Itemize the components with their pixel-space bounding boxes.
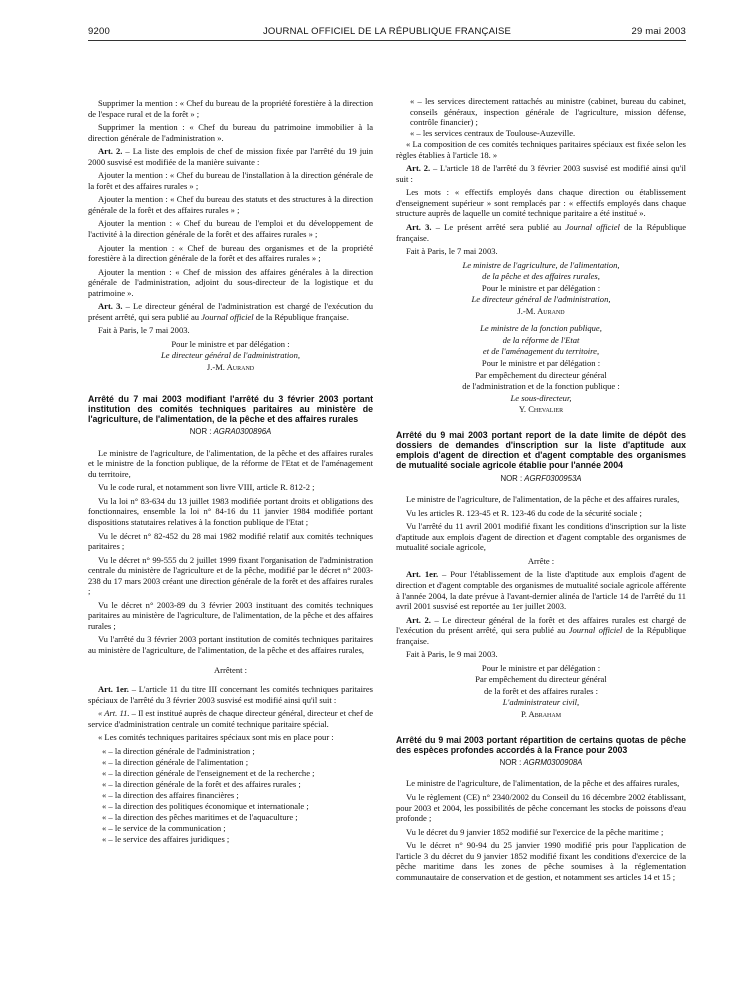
left-column (88, 98, 373, 845)
article-text: – Pour l'établissement de la liste d'aptitude aux emplois d'agent de direction et d'agent comptable des organismes de mutualité sociale agricole afférente à l'année 2004, la date prévue à l'avant-dernier alinéa de l'article 14 de l'arrêté du 11 avril 2001 susvisé est reportée au 1er juillet 2003. (396, 569, 686, 612)
article-2 (396, 615, 686, 647)
decree-title: Arrêté du 7 mai 2003 modifiant l'arrêté du 3 février 2003 portant institution des comités techniques paritaires au ministère de l'agriculture, de l'alimentation, de la pêche et des affaires rurales (88, 393, 373, 424)
signature-line: Par empêchement du directeur général (475, 674, 607, 685)
list-item: « – la direction générale de la forêt et des affaires rurales ; (102, 779, 301, 789)
paragraph: Vu l'arrêté du 11 avril 2001 modifié fixant les conditions d'inscription sur la liste d'aptitude aux emplois d'agent de direction et d'agent comptable des organismes de mutualité sociale agricole, (396, 521, 686, 553)
article-label: Art. 1er. (98, 684, 129, 695)
decree-title: Arrêté du 9 mai 2003 portant répartition de certains quotas de pêche des espèces profondes accordés à la France pour 2003 (396, 734, 686, 755)
list-item: « – la direction des pêches maritimes et de l'aquaculture ; (102, 812, 298, 823)
signature-line: Le sous-directeur, (510, 392, 572, 403)
paragraph: Vu le décret n° 2003-89 du 3 février 2003 instituant des comités techniques paritaires au ministère de l'agriculture, de l'alimentation, de la pêche et des affaires rurales ; (88, 599, 373, 631)
paragraph: Vu les articles R. 123-45 et R. 123-46 du code de la sécurité sociale ; (406, 507, 642, 518)
enacting-formula: Arrête : (527, 555, 555, 566)
article-1 (88, 684, 373, 705)
signatory-name: J.-M. Aurand (517, 305, 565, 316)
paragraph: Ajouter la mention : « Chef du bureau des statuts et des structures à la direction générale de la forêt et des affaires rurales » ; (88, 194, 373, 215)
paragraph: Vu la loi n° 83-634 du 13 juillet 1983 modifiée portant droits et obligations des fonctionnaires, ensemble la loi n° 84-16 du 11 janvier 1984 modifiée portant dispositions statutaires relatives à la fonction publique de l'Etat ; (88, 495, 373, 528)
paragraph: Supprimer la mention : « Chef du bureau du patrimoine immobilier à la direction générale de l'administration ». (88, 122, 373, 143)
list-item: « – les services directement rattachés au ministre (cabinet, bureau du cabinet, conseils généraux, inspection générale de l'agriculture, mission défense, contrôle financier) ; (410, 96, 686, 128)
page-header (88, 26, 686, 40)
article-text: – L'article 11 du titre III concernant les comités techniques paritaires spéciaux de l'arrêté du 3 février 2003 susvisé est modifié ainsi qu'il suit : (88, 684, 373, 705)
signature-line: Pour le ministre et par délégation : (481, 662, 601, 673)
list-item: « – la direction générale de l'alimentation ; (102, 756, 249, 767)
article-text: – La liste des emplois de chef de mission fixée par l'arrêté du 19 juin 2000 susvisé est modifiée de la manière suivante : (88, 146, 373, 167)
signature-line: Pour le ministre et par délégation : (481, 358, 601, 369)
page-number: 9200 (88, 26, 110, 37)
article-label: Art. 3. (98, 301, 123, 312)
nor-code: AGRF0300953A (524, 473, 582, 483)
article-label: Art. 2. (98, 146, 123, 157)
paragraph: Le ministre de l'agriculture, de l'alimentation, de la pêche et des affaires rurales, (406, 494, 680, 505)
nor-label: NOR : (189, 427, 214, 437)
article-text: de la République française. (396, 625, 686, 646)
signature-line: de la réforme de l'Etat (502, 334, 580, 345)
list-item: « – le service de la communication ; (102, 823, 226, 834)
paragraph: « Les comités techniques paritaires spéciaux sont mis en place pour : (98, 732, 334, 743)
journal-reference: Journal officiel (568, 625, 623, 636)
journal-reference: Journal officiel (565, 222, 620, 233)
journal-reference: Journal officiel (201, 311, 254, 322)
signature-line: de la forêt et des affaires rurales : (484, 685, 598, 696)
paragraph: Ajouter la mention : « Chef du bureau de l'installation à la direction générale de la forêt et des affaires rurales » ; (88, 170, 373, 191)
list-item: « – la direction générale de l'administration ; (102, 745, 255, 756)
article-text: – L'article 18 de l'arrêté du 3 février 2003 susvisé est modifié ainsi qu'il suit : (396, 163, 686, 184)
article-3 (88, 301, 373, 322)
signature-line: Le ministre de la fonction publique, (480, 323, 602, 334)
signature-line: Le directeur général de l'administration, (161, 350, 300, 361)
nor-code: AGRM0300908A (523, 757, 583, 767)
paragraph: Vu le décret n° 82-452 du 28 mai 1982 modifié relatif aux comités techniques paritaires ; (88, 530, 373, 552)
signature-line: Le directeur général de l'administration, (471, 294, 611, 305)
paragraph: Le ministre de l'agriculture, de l'alimentation, de la pêche et des affaires rurales et le ministre de la fonction publique, de la réforme de l'Etat et de l'aménagement du territoire, (88, 447, 373, 479)
paragraph: Vu l'arrêté du 3 février 2003 portant institution de comités techniques paritaires au ministère de l'agriculture, de l'alimentation, de la pêche et des affaires rurales, (88, 634, 373, 656)
article-text: – Le directeur général de l'administration est chargé de l'exécution du présent arrêté, qui sera publié au (88, 301, 374, 322)
paragraph: Supprimer la mention : « Chef du bureau de la propriété forestière à la direction de l'espace rural et de la forêt » ; (88, 98, 373, 119)
nor-reference (396, 758, 686, 769)
article-label: « Art. 11. (98, 708, 130, 719)
signature-line: de la pêche et des affaires rurales, (482, 271, 600, 282)
signature-line: Par empêchement du directeur général (475, 369, 607, 380)
right-column (396, 96, 686, 885)
signature-line: et de l'aménagement du territoire, (482, 346, 600, 357)
paragraph: Vu le décret du 9 janvier 1852 modifié sur l'exercice de la pêche maritime ; (406, 826, 664, 837)
signature-line: Le ministre de l'agriculture, de l'alimentation, (462, 259, 620, 270)
paragraph: Vu le décret n° 90-94 du 25 janvier 1990 modifié pris pour l'application de l'article 3 du décret du 9 janvier 1852 modifié fixant les conditions d'exercice de la pêche maritime dans les zones de pêche soumises à la réglementation communautaire de conservation et de gestion, et notamment ses articles 14 et 15 ; (396, 840, 686, 882)
place-date: Fait à Paris, le 9 mai 2003. (406, 649, 498, 660)
article-text: de la République française. (253, 311, 349, 322)
article-label: Art. 2. (406, 614, 431, 625)
nor-label: NOR : (500, 473, 525, 483)
nor-code: AGRA0300896A (213, 427, 272, 437)
signatory-name: J.-M. Aurand (206, 362, 255, 373)
paragraph: Ajouter la mention : « Chef de bureau des organismes et de la propriété forestière à la direction générale de la forêt et des affaires rurales » ; (88, 242, 373, 264)
list-item: « – la direction des affaires financières ; (102, 790, 239, 801)
article-text: – Le directeur général de la forêt et des affaires rurales est chargé de l'exécution du présent arrêté, qui sera publié au (396, 614, 686, 636)
article-text: de la République française. (396, 222, 687, 243)
article-text: – Le présent arrêté sera publié au (431, 222, 566, 233)
signature-line: de l'administration et de la fonction publique : (462, 381, 620, 392)
list-item: « – la direction des politiques économique et internationale ; (102, 801, 309, 812)
nor-reference (88, 427, 373, 438)
article-2 (88, 146, 373, 167)
article-label: Art. 1er. (406, 569, 439, 580)
signature-line: Pour le ministre et par délégation : (171, 338, 290, 349)
paragraph: Vu le règlement (CE) n° 2340/2002 du Conseil du 16 décembre 2002 établissant, pour 2003 et 2004, les possibilités de pêche concernant les stocks de poissons d'eau profonde ; (396, 792, 686, 824)
signatory-name: P. Abraham (520, 708, 562, 719)
place-date: Fait à Paris, le 7 mai 2003. (98, 325, 190, 336)
signature-line: L'administrateur civil, (502, 697, 580, 708)
signatory-name: Y. Chevalier (518, 404, 564, 415)
article-3 (396, 222, 686, 243)
spacer (396, 416, 686, 430)
issue-date: 29 mai 2003 (631, 26, 686, 37)
paragraph: Les mots : « effectifs employés dans chaque direction ou établissement d'enseignement supérieur » sont remplacés par : « effectifs employés dans chaque structure auprès de laquelle un comité technique paritaire a été institué ». (396, 187, 686, 219)
list-item: « – le service des affaires juridiques ; (102, 834, 230, 845)
article-2 (396, 163, 686, 184)
list-item: « – la direction générale de l'enseignement et de la recherche ; (102, 767, 315, 778)
enacting-formula: Arrêtent : (214, 664, 247, 675)
paragraph: Vu le décret n° 99-555 du 2 juillet 1999 fixant l'organisation de l'administration centrale du ministère de l'agriculture et de la pêche, modifié par le décret n° 2003-238 du 17 mars 2003 créant une direction générale de la forêt et des affaires rurales ; (88, 554, 373, 597)
article-text: – Il est institué auprès de chaque directeur général, directeur et chef de service d'administration centrale un comité technique paritaire spécial. (88, 708, 373, 729)
paragraph: « La composition de ces comités techniques paritaires spéciaux est fixée selon les règles établies à l'article 18. » (396, 139, 686, 160)
spacer (396, 721, 686, 735)
article-label: Art. 3. (406, 222, 432, 233)
place-date: Fait à Paris, le 7 mai 2003. (406, 246, 498, 257)
paragraph: Le ministre de l'agriculture, de l'alimentation, de la pêche et des affaires rurales, (406, 778, 680, 789)
nor-label: NOR : (499, 757, 524, 767)
journal-title: JOURNAL OFFICIEL DE LA RÉPUBLIQUE FRANÇAISE (262, 26, 512, 37)
list-item: « – les services centraux de Toulouse-Auzeville. (410, 128, 576, 139)
signature-line: Pour le ministre et par délégation : (481, 282, 601, 293)
article-11 (88, 708, 373, 729)
spacer (88, 374, 373, 394)
article-1 (396, 569, 686, 611)
article-label: Art. 2. (406, 163, 431, 174)
header-rule (88, 40, 686, 41)
decree-title: Arrêté du 9 mai 2003 portant report de la date limite de dépôt des dossiers de demandes d'inscription sur la liste d'aptitude aux emplois d'agent de direction et d'agent comptable des organismes de mutualité sociale agricole établie pour l'année 2004 (396, 429, 686, 471)
paragraph: Vu le code rural, et notamment son livre VIII, article R. 812-2 ; (98, 482, 315, 493)
paragraph: Ajouter la mention : « Chef du bureau de l'emploi et du développement de l'activité à la direction générale de la forêt et des affaires rurales » ; (88, 218, 373, 240)
nor-reference (396, 474, 686, 485)
paragraph: Ajouter la mention : « Chef de mission des affaires générales à la direction générale de l'administration, adjoint du sous-directeur de la logistique et du patrimoine ». (88, 266, 373, 298)
